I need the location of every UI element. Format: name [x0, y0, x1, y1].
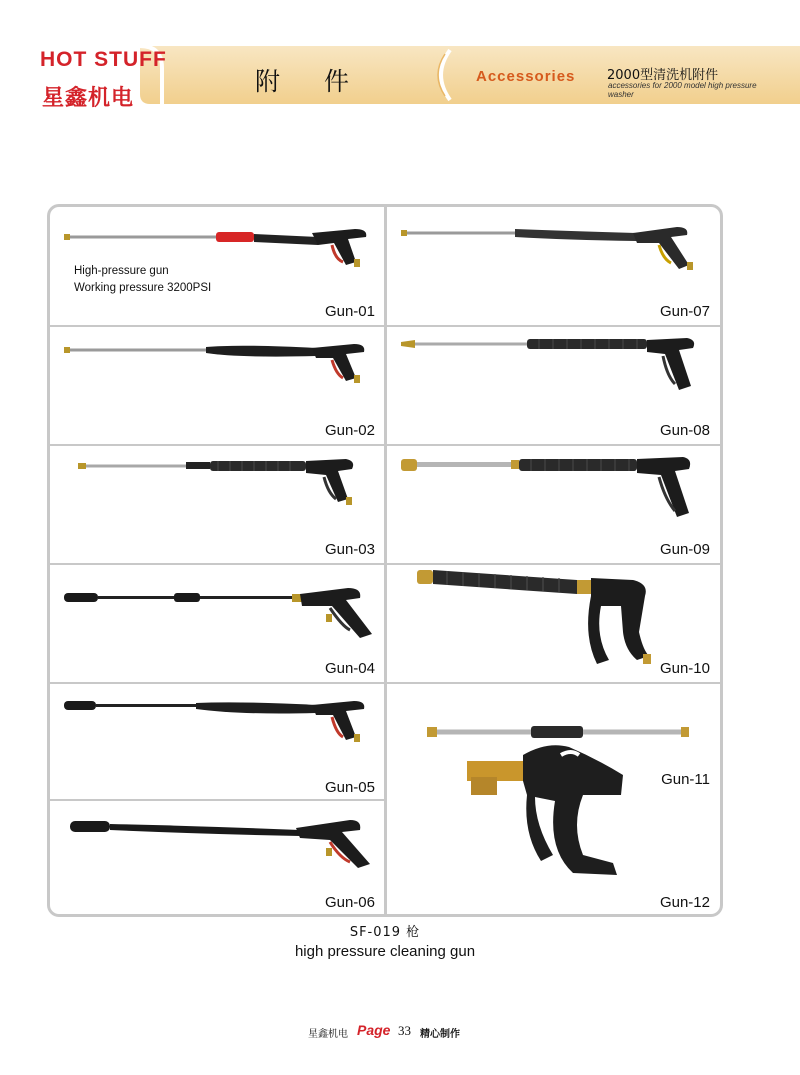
product-card-gun-05[interactable] [50, 685, 385, 802]
subtitle-chinese: 2000型清洗机附件 [607, 68, 719, 83]
product-code: Gun-07 [659, 303, 710, 320]
product-card-gun-11-12[interactable] [387, 685, 720, 917]
product-code: Gun-05 [324, 779, 375, 796]
product-card-gun-02[interactable] [50, 328, 385, 445]
grid-divider [50, 325, 384, 327]
product-card-gun-04[interactable] [50, 566, 385, 683]
logo-text: HOT STUFF [40, 48, 167, 71]
grid-divider [387, 563, 720, 565]
product-code: Gun-03 [324, 541, 375, 558]
product-card-gun-08[interactable] [387, 328, 720, 445]
product-code: Gun-06 [324, 894, 375, 911]
grid-divider [50, 682, 384, 684]
footer-brand: 星鑫机电 [308, 1029, 348, 1040]
product-card-gun-01[interactable] [50, 207, 385, 326]
product-card-gun-03[interactable] [50, 447, 385, 564]
grid-divider [50, 799, 384, 801]
product-code-gun-11: Gun-11 [661, 771, 710, 788]
grid-divider [387, 682, 720, 684]
grid-divider [387, 444, 720, 446]
section-label: Accessories [476, 68, 576, 85]
grid-divider [387, 325, 720, 327]
product-code: Gun-09 [659, 541, 710, 558]
page-number: 33 [398, 1023, 411, 1038]
product-code-gun-12: Gun-12 [659, 894, 710, 911]
figure-caption-code: SF-019 枪 [349, 925, 421, 940]
grid-divider-vertical [384, 204, 387, 917]
subtitle-english: accessories for 2000 model high pressure washer [608, 81, 757, 99]
product-card-gun-06[interactable] [50, 804, 385, 917]
grid-divider [50, 563, 384, 565]
spray-gun-image [387, 685, 720, 917]
page-header [0, 0, 800, 120]
product-code: Gun-10 [659, 660, 710, 677]
logo-chinese: 星鑫机电 [42, 86, 135, 111]
product-note [74, 263, 211, 297]
product-code: Gun-08 [659, 422, 710, 439]
footer-page-word: Page [357, 1022, 391, 1038]
product-code: Gun-01 [324, 303, 375, 320]
page-footer [0, 1022, 800, 1042]
product-card-gun-09[interactable] [387, 447, 720, 564]
footer-slogan: 精心制作 [420, 1029, 460, 1040]
note-line-1: High-pressure gun [74, 265, 169, 277]
note-line-2: Working pressure 3200PSI [74, 282, 212, 294]
product-card-gun-07[interactable] [387, 207, 720, 326]
page-title: 附件 [255, 67, 394, 96]
product-code: Gun-02 [324, 422, 375, 439]
figure-caption-description: high pressure cleaning gun [294, 943, 476, 960]
product-code: Gun-04 [324, 660, 375, 677]
grid-divider [50, 444, 384, 446]
product-card-gun-10[interactable] [387, 566, 720, 683]
